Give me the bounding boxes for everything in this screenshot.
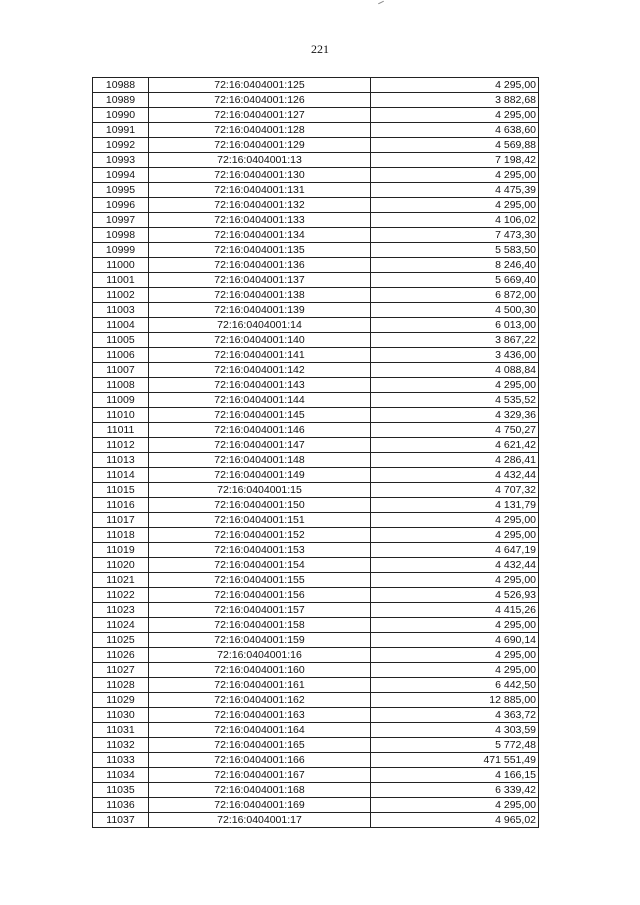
row-number-cell: 10988 <box>93 78 149 93</box>
table-row <box>93 678 539 693</box>
table-row <box>93 123 539 138</box>
row-number-cell: 11027 <box>93 663 149 678</box>
value-cell: 4 295,00 <box>371 663 539 678</box>
table-row <box>93 273 539 288</box>
value-cell: 4 295,00 <box>371 198 539 213</box>
row-number-cell: 11007 <box>93 363 149 378</box>
cadastral-number-cell: 72:16:0404001:156 <box>149 588 371 603</box>
cadastral-number-cell: 72:16:0404001:169 <box>149 798 371 813</box>
row-number-cell: 11034 <box>93 768 149 783</box>
value-cell: 4 295,00 <box>371 378 539 393</box>
cadastral-number-cell: 72:16:0404001:131 <box>149 183 371 198</box>
value-cell: 8 246,40 <box>371 258 539 273</box>
row-number-cell: 11004 <box>93 318 149 333</box>
table-row <box>93 303 539 318</box>
cadastral-number-cell: 72:16:0404001:160 <box>149 663 371 678</box>
cadastral-number-cell: 72:16:0404001:168 <box>149 783 371 798</box>
row-number-cell: 10990 <box>93 108 149 123</box>
value-cell: 4 303,59 <box>371 723 539 738</box>
cadastral-number-cell: 72:16:0404001:164 <box>149 723 371 738</box>
cadastral-number-cell: 72:16:0404001:13 <box>149 153 371 168</box>
cadastral-number-cell: 72:16:0404001:157 <box>149 603 371 618</box>
table-row <box>93 438 539 453</box>
cadastral-number-cell: 72:16:0404001:135 <box>149 243 371 258</box>
value-cell: 7 473,30 <box>371 228 539 243</box>
value-cell: 4 432,44 <box>371 468 539 483</box>
table-row <box>93 528 539 543</box>
registry-table-body <box>93 78 539 828</box>
value-cell: 4 647,19 <box>371 543 539 558</box>
row-number-cell: 11031 <box>93 723 149 738</box>
table-row <box>93 153 539 168</box>
row-number-cell: 11011 <box>93 423 149 438</box>
value-cell: 4 535,52 <box>371 393 539 408</box>
table-row <box>93 498 539 513</box>
row-number-cell: 11014 <box>93 468 149 483</box>
cadastral-number-cell: 72:16:0404001:132 <box>149 198 371 213</box>
value-cell: 4 295,00 <box>371 513 539 528</box>
cadastral-number-cell: 72:16:0404001:14 <box>149 318 371 333</box>
cadastral-number-cell: 72:16:0404001:17 <box>149 813 371 828</box>
value-cell: 6 013,00 <box>371 318 539 333</box>
value-cell: 4 295,00 <box>371 528 539 543</box>
value-cell: 4 638,60 <box>371 123 539 138</box>
value-cell: 5 772,48 <box>371 738 539 753</box>
value-cell: 6 872,00 <box>371 288 539 303</box>
row-number-cell: 11015 <box>93 483 149 498</box>
cadastral-number-cell: 72:16:0404001:150 <box>149 498 371 513</box>
row-number-cell: 11029 <box>93 693 149 708</box>
row-number-cell: 11017 <box>93 513 149 528</box>
table-row <box>93 738 539 753</box>
cadastral-number-cell: 72:16:0404001:167 <box>149 768 371 783</box>
cadastral-number-cell: 72:16:0404001:134 <box>149 228 371 243</box>
value-cell: 4 166,15 <box>371 768 539 783</box>
table-row <box>93 753 539 768</box>
row-number-cell: 10996 <box>93 198 149 213</box>
row-number-cell: 11026 <box>93 648 149 663</box>
row-number-cell: 10999 <box>93 243 149 258</box>
value-cell: 4 286,41 <box>371 453 539 468</box>
cadastral-number-cell: 72:16:0404001:165 <box>149 738 371 753</box>
cadastral-number-cell: 72:16:0404001:126 <box>149 93 371 108</box>
row-number-cell: 11005 <box>93 333 149 348</box>
table-row <box>93 813 539 828</box>
table-row <box>93 783 539 798</box>
value-cell: 471 551,49 <box>371 753 539 768</box>
cadastral-number-cell: 72:16:0404001:147 <box>149 438 371 453</box>
table-row <box>93 723 539 738</box>
table-row <box>93 258 539 273</box>
value-cell: 4 295,00 <box>371 168 539 183</box>
value-cell: 3 882,68 <box>371 93 539 108</box>
table-row <box>93 588 539 603</box>
row-number-cell: 11020 <box>93 558 149 573</box>
cadastral-number-cell: 72:16:0404001:154 <box>149 558 371 573</box>
cadastral-number-cell: 72:16:0404001:140 <box>149 333 371 348</box>
row-number-cell: 11032 <box>93 738 149 753</box>
cadastral-number-cell: 72:16:0404001:153 <box>149 543 371 558</box>
cadastral-number-cell: 72:16:0404001:163 <box>149 708 371 723</box>
value-cell: 4 965,02 <box>371 813 539 828</box>
scan-mark <box>378 1 384 4</box>
row-number-cell: 11024 <box>93 618 149 633</box>
table-row <box>93 633 539 648</box>
row-number-cell: 10995 <box>93 183 149 198</box>
cadastral-number-cell: 72:16:0404001:137 <box>149 273 371 288</box>
table-row <box>93 378 539 393</box>
table-row <box>93 78 539 93</box>
row-number-cell: 11008 <box>93 378 149 393</box>
table-row <box>93 798 539 813</box>
value-cell: 4 295,00 <box>371 78 539 93</box>
row-number-cell: 11006 <box>93 348 149 363</box>
cadastral-number-cell: 72:16:0404001:16 <box>149 648 371 663</box>
value-cell: 4 621,42 <box>371 438 539 453</box>
row-number-cell: 11001 <box>93 273 149 288</box>
table-row <box>93 93 539 108</box>
value-cell: 4 707,32 <box>371 483 539 498</box>
value-cell: 4 295,00 <box>371 108 539 123</box>
cadastral-number-cell: 72:16:0404001:148 <box>149 453 371 468</box>
table-row <box>93 483 539 498</box>
row-number-cell: 11003 <box>93 303 149 318</box>
value-cell: 4 295,00 <box>371 573 539 588</box>
cadastral-number-cell: 72:16:0404001:133 <box>149 213 371 228</box>
row-number-cell: 11000 <box>93 258 149 273</box>
table-row <box>93 363 539 378</box>
cadastral-number-cell: 72:16:0404001:161 <box>149 678 371 693</box>
row-number-cell: 11037 <box>93 813 149 828</box>
value-cell: 5 583,50 <box>371 243 539 258</box>
value-cell: 4 415,26 <box>371 603 539 618</box>
table-row <box>93 228 539 243</box>
table-row <box>93 408 539 423</box>
value-cell: 4 475,39 <box>371 183 539 198</box>
value-cell: 4 526,93 <box>371 588 539 603</box>
value-cell: 6 339,42 <box>371 783 539 798</box>
cadastral-number-cell: 72:16:0404001:130 <box>149 168 371 183</box>
value-cell: 3 867,22 <box>371 333 539 348</box>
table-row <box>93 393 539 408</box>
value-cell: 4 088,84 <box>371 363 539 378</box>
cadastral-number-cell: 72:16:0404001:128 <box>149 123 371 138</box>
table-row <box>93 348 539 363</box>
cadastral-number-cell: 72:16:0404001:143 <box>149 378 371 393</box>
table-row <box>93 168 539 183</box>
table-row <box>93 573 539 588</box>
table-row <box>93 603 539 618</box>
cadastral-number-cell: 72:16:0404001:127 <box>149 108 371 123</box>
cadastral-number-cell: 72:16:0404001:136 <box>149 258 371 273</box>
value-cell: 4 500,30 <box>371 303 539 318</box>
page-number: 221 <box>311 42 329 56</box>
cadastral-number-cell: 72:16:0404001:139 <box>149 303 371 318</box>
cadastral-number-cell: 72:16:0404001:138 <box>149 288 371 303</box>
cadastral-number-cell: 72:16:0404001:152 <box>149 528 371 543</box>
value-cell: 4 569,88 <box>371 138 539 153</box>
row-number-cell: 11009 <box>93 393 149 408</box>
cadastral-number-cell: 72:16:0404001:141 <box>149 348 371 363</box>
row-number-cell: 11021 <box>93 573 149 588</box>
table-row <box>93 768 539 783</box>
cadastral-number-cell: 72:16:0404001:144 <box>149 393 371 408</box>
row-number-cell: 11013 <box>93 453 149 468</box>
row-number-cell: 11010 <box>93 408 149 423</box>
registry-table <box>92 77 539 828</box>
cadastral-number-cell: 72:16:0404001:145 <box>149 408 371 423</box>
table-row <box>93 453 539 468</box>
row-number-cell: 10994 <box>93 168 149 183</box>
value-cell: 4 131,79 <box>371 498 539 513</box>
value-cell: 7 198,42 <box>371 153 539 168</box>
row-number-cell: 10997 <box>93 213 149 228</box>
table-row <box>93 108 539 123</box>
cadastral-number-cell: 72:16:0404001:159 <box>149 633 371 648</box>
row-number-cell: 11028 <box>93 678 149 693</box>
table-row <box>93 693 539 708</box>
value-cell: 12 885,00 <box>371 693 539 708</box>
row-number-cell: 10993 <box>93 153 149 168</box>
value-cell: 3 436,00 <box>371 348 539 363</box>
table-row <box>93 618 539 633</box>
table-row <box>93 708 539 723</box>
cadastral-number-cell: 72:16:0404001:15 <box>149 483 371 498</box>
value-cell: 4 690,14 <box>371 633 539 648</box>
row-number-cell: 11023 <box>93 603 149 618</box>
table-row <box>93 183 539 198</box>
row-number-cell: 11012 <box>93 438 149 453</box>
row-number-cell: 11035 <box>93 783 149 798</box>
cadastral-number-cell: 72:16:0404001:142 <box>149 363 371 378</box>
cadastral-number-cell: 72:16:0404001:162 <box>149 693 371 708</box>
cadastral-number-cell: 72:16:0404001:158 <box>149 618 371 633</box>
value-cell: 4 750,27 <box>371 423 539 438</box>
cadastral-number-cell: 72:16:0404001:146 <box>149 423 371 438</box>
value-cell: 6 442,50 <box>371 678 539 693</box>
row-number-cell: 11002 <box>93 288 149 303</box>
cadastral-number-cell: 72:16:0404001:125 <box>149 78 371 93</box>
table-row <box>93 468 539 483</box>
value-cell: 4 363,72 <box>371 708 539 723</box>
row-number-cell: 11033 <box>93 753 149 768</box>
row-number-cell: 10992 <box>93 138 149 153</box>
row-number-cell: 10991 <box>93 123 149 138</box>
table-row <box>93 138 539 153</box>
row-number-cell: 11016 <box>93 498 149 513</box>
table-row <box>93 288 539 303</box>
value-cell: 4 106,02 <box>371 213 539 228</box>
cadastral-number-cell: 72:16:0404001:129 <box>149 138 371 153</box>
value-cell: 4 295,00 <box>371 648 539 663</box>
row-number-cell: 11022 <box>93 588 149 603</box>
table-row <box>93 333 539 348</box>
cadastral-number-cell: 72:16:0404001:151 <box>149 513 371 528</box>
table-row <box>93 513 539 528</box>
value-cell: 4 432,44 <box>371 558 539 573</box>
table-row <box>93 663 539 678</box>
table-row <box>93 423 539 438</box>
row-number-cell: 11036 <box>93 798 149 813</box>
table-row <box>93 243 539 258</box>
table-row <box>93 543 539 558</box>
row-number-cell: 11018 <box>93 528 149 543</box>
row-number-cell: 11025 <box>93 633 149 648</box>
table-row <box>93 318 539 333</box>
row-number-cell: 10989 <box>93 93 149 108</box>
row-number-cell: 11030 <box>93 708 149 723</box>
table-row <box>93 558 539 573</box>
row-number-cell: 10998 <box>93 228 149 243</box>
cadastral-number-cell: 72:16:0404001:166 <box>149 753 371 768</box>
value-cell: 4 329,36 <box>371 408 539 423</box>
value-cell: 4 295,00 <box>371 798 539 813</box>
row-number-cell: 11019 <box>93 543 149 558</box>
cadastral-number-cell: 72:16:0404001:149 <box>149 468 371 483</box>
table-row <box>93 198 539 213</box>
table-row <box>93 648 539 663</box>
cadastral-number-cell: 72:16:0404001:155 <box>149 573 371 588</box>
table-row <box>93 213 539 228</box>
value-cell: 4 295,00 <box>371 618 539 633</box>
value-cell: 5 669,40 <box>371 273 539 288</box>
